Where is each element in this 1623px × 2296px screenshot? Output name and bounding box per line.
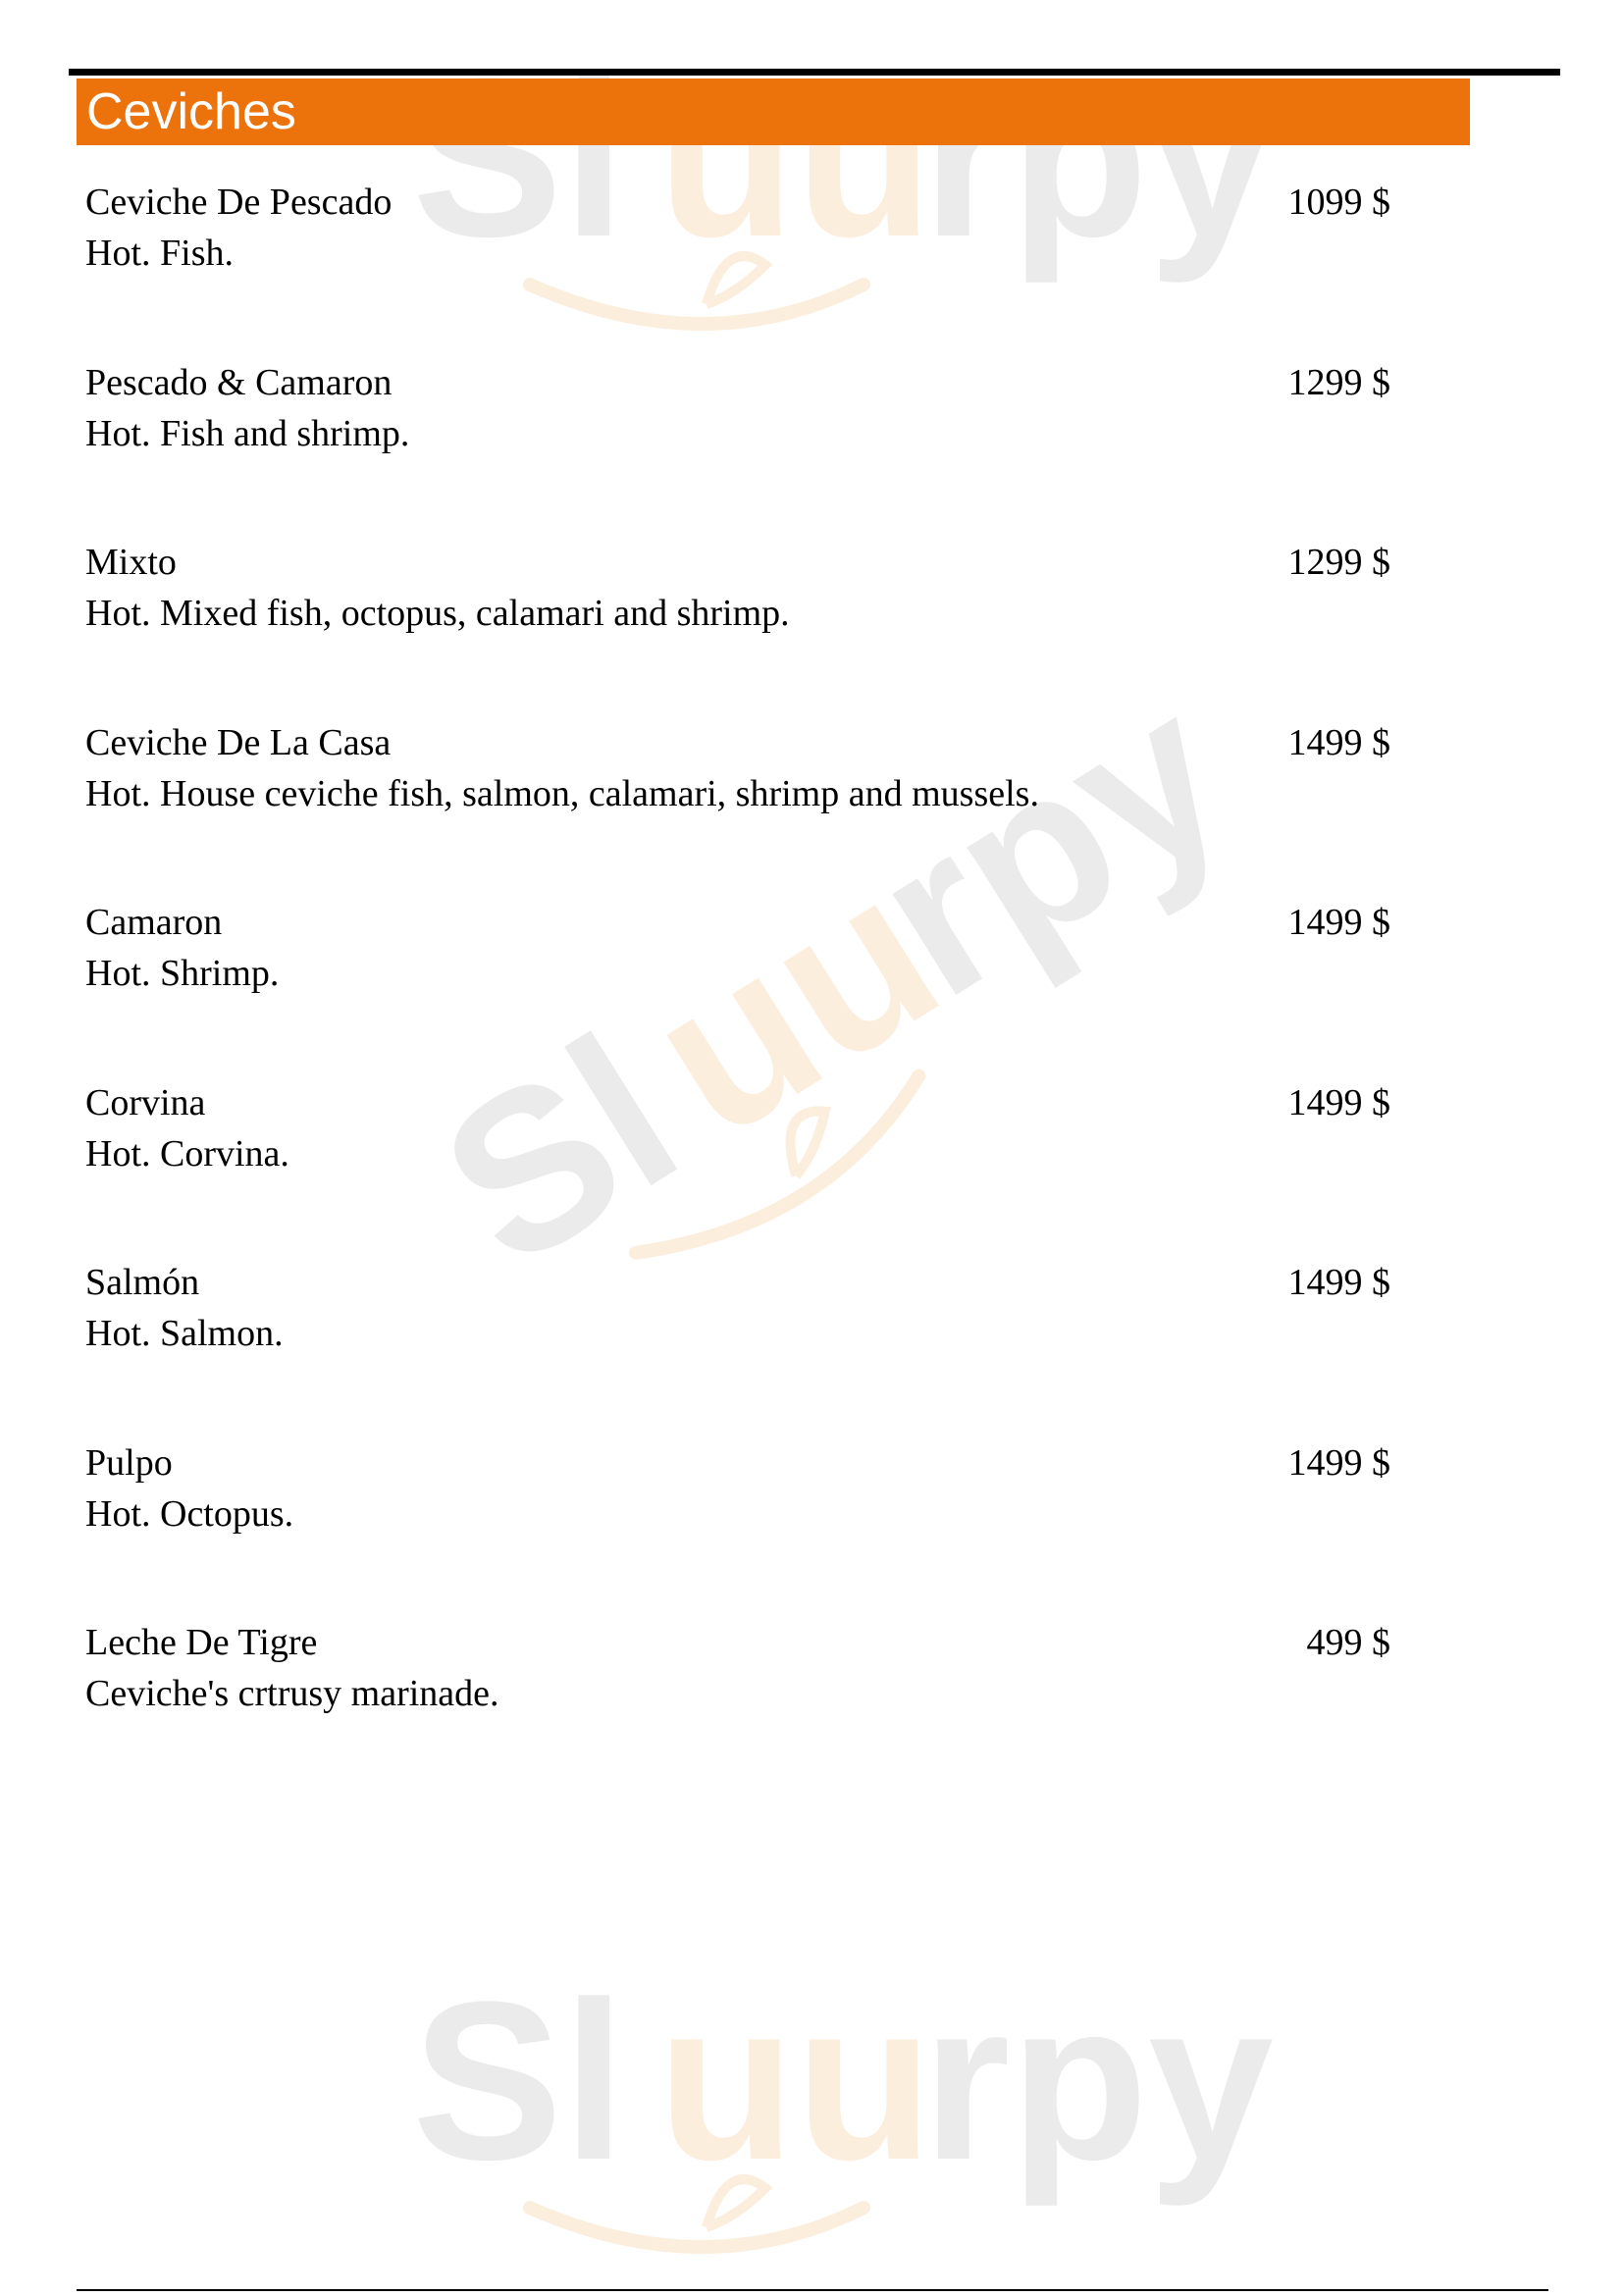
svg-text:Sl: Sl — [412, 1955, 626, 2207]
item-name: Ceviche De La Casa — [85, 721, 392, 763]
item-description: Hot. Shrimp. — [85, 953, 280, 994]
menu-item — [85, 177, 1390, 357]
svg-text:Sl: Sl — [401, 987, 716, 1315]
svg-text:uu: uu — [657, 31, 933, 284]
menu-list — [85, 177, 1390, 1798]
menu-item — [85, 1077, 1390, 1258]
menu-item — [85, 717, 1390, 898]
svg-text:rpy: rpy — [834, 644, 1267, 1045]
menu-item — [85, 1437, 1390, 1618]
item-price: 1499 $ — [1287, 1262, 1390, 1303]
item-price: 1499 $ — [1287, 902, 1390, 943]
item-description: Ceviche's crtrusy marinade. — [85, 1673, 499, 1714]
item-name: Mixto — [85, 542, 177, 583]
item-name: Corvina — [85, 1081, 206, 1123]
item-price: 1499 $ — [1287, 1081, 1390, 1123]
svg-text:uu: uu — [609, 824, 977, 1185]
menu-item — [85, 357, 1390, 538]
section-title: Ceviches — [86, 83, 296, 140]
sluurpy-watermark-logo — [412, 1955, 1274, 2296]
item-description: Hot. Octopus. — [85, 1492, 294, 1535]
menu-item — [85, 1257, 1390, 1437]
item-description: Hot. House ceviche fish, salmon, calamari, shrimp and mussels. — [85, 772, 1039, 814]
item-name: Pulpo — [85, 1441, 173, 1484]
item-description: Hot. Fish. — [85, 233, 234, 274]
item-price: 1299 $ — [1287, 542, 1390, 583]
item-description: Hot. Corvina. — [85, 1132, 289, 1174]
menu-item — [85, 897, 1390, 1077]
item-name: Pescado & Camaron — [85, 361, 393, 403]
item-description: Hot. Fish and shrimp. — [85, 412, 410, 454]
item-description: Hot. Salmon. — [85, 1313, 284, 1354]
menu-item — [85, 1617, 1390, 1798]
svg-text:rpy: rpy — [922, 31, 1274, 284]
item-price: 1499 $ — [1287, 721, 1390, 763]
item-price: 1299 $ — [1287, 361, 1390, 403]
item-price: 1499 $ — [1287, 1441, 1390, 1484]
item-name: Ceviche De Pescado — [85, 182, 393, 223]
item-name: Camaron — [85, 902, 223, 943]
section-header — [77, 78, 1470, 145]
item-description: Hot. Mixed fish, octopus, calamari and shrimp. — [85, 593, 790, 634]
bottom-divider — [77, 2289, 1548, 2291]
item-price: 499 $ — [1306, 1622, 1390, 1663]
menu-item — [85, 537, 1390, 717]
svg-text:rpy: rpy — [922, 1955, 1274, 2207]
item-name: Salmón — [85, 1262, 200, 1303]
item-name: Leche De Tigre — [85, 1622, 318, 1663]
svg-text:Sl: Sl — [412, 31, 626, 284]
item-price: 1099 $ — [1287, 182, 1390, 223]
svg-text:uu: uu — [657, 1955, 933, 2207]
top-divider — [69, 69, 1560, 76]
